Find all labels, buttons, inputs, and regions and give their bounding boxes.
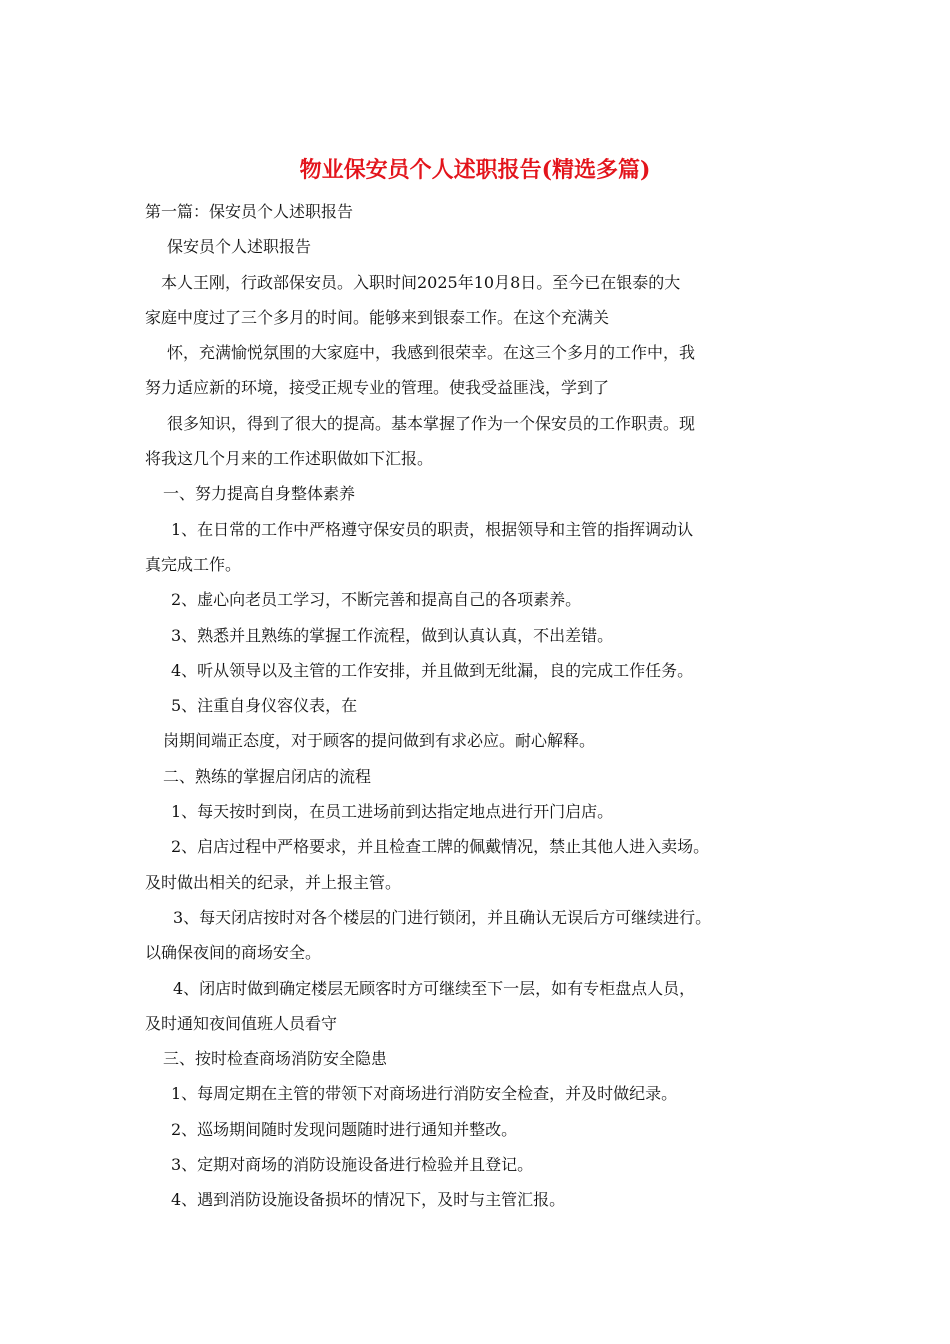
paragraph-line: 保安员个人述职报告	[167, 237, 312, 257]
paragraph-line: 以确保夜间的商场安全。	[145, 943, 322, 963]
paragraph-line: 很多知识，得到了很大的提高。基本掌握了作为一个保安员的工作职责。现	[167, 413, 696, 433]
document-body	[145, 194, 815, 1218]
paragraph-line: 2、虚心向老员工学习，不断完善和提高自己的各项素养。	[171, 590, 582, 610]
paragraph-line: 1、每天按时到岗，在员工进场前到达指定地点进行开门启店。	[171, 802, 614, 822]
paragraph-line: 努力适应新的环境，接受正规专业的管理。使我受益匪浅，学到了	[145, 378, 610, 398]
document-title: 物业保安员个人述职报告(精选多篇)	[299, 157, 651, 183]
paragraph-line: 家庭中度过了三个多月的时间。能够来到银泰工作。在这个充满关	[145, 307, 610, 327]
paragraph-line: 真完成工作。	[145, 554, 242, 574]
paragraph-line: 2、启店过程中严格要求，并且检查工牌的佩戴情况，禁止其他人进入卖场。	[171, 837, 710, 857]
paragraph-line: 怀，充满愉悦氛围的大家庭中，我感到很荣幸。在这三个多月的工作中，我	[167, 343, 696, 363]
paragraph-line: 及时做出相关的纪录，并上报主管。	[145, 872, 402, 892]
paragraph-line: 1、每周定期在主管的带领下对商场进行消防安全检查，并及时做纪录。	[171, 1084, 678, 1104]
paragraph-line: 5、注重自身仪容仪表，在	[171, 696, 358, 716]
paragraph-line: 3、每天闭店按时对各个楼层的门进行锁闭，并且确认无误后方可继续进行。	[173, 907, 712, 927]
paragraph-line: 第一篇：保安员个人述职报告	[145, 202, 354, 221]
paragraph-line: 二、熟练的掌握启闭店的流程	[163, 766, 372, 786]
paragraph-line: 将我这几个月来的工作述职做如下汇报。	[145, 449, 434, 469]
paragraph-line: 3、熟悉并且熟练的掌握工作流程，做到认真认真，不出差错。	[171, 625, 614, 645]
paragraph-line: 一、努力提高自身整体素养	[163, 484, 356, 504]
paragraph-line: 3、定期对商场的消防设施设备进行检验并且登记。	[171, 1155, 534, 1175]
paragraph-line: 2、巡场期间随时发现问题随时进行通知并整改。	[171, 1119, 518, 1139]
paragraph-line: 岗期间端正态度，对于顾客的提问做到有求必应。耐心解释。	[163, 731, 596, 751]
paragraph-line: 4、遇到消防设施设备损坏的情况下，及时与主管汇报。	[171, 1190, 566, 1210]
paragraph-line: 1、在日常的工作中严格遵守保安员的职责，根据领导和主管的指挥调动认	[171, 519, 694, 539]
paragraph-line: 及时通知夜间值班人员看守	[145, 1013, 338, 1033]
paragraph-line: 4、闭店时做到确定楼层无顾客时方可继续至下一层，如有专柜盘点人员，	[173, 978, 696, 998]
paragraph-line: 本人王刚，行政部保安员。入职时间2025年10月8日。至今已在银泰的大	[161, 272, 681, 292]
paragraph-line: 三、按时检查商场消防安全隐患	[163, 1049, 388, 1069]
paragraph-line: 4、听从领导以及主管的工作安排，并且做到无纰漏，良的完成工作任务。	[171, 660, 694, 680]
